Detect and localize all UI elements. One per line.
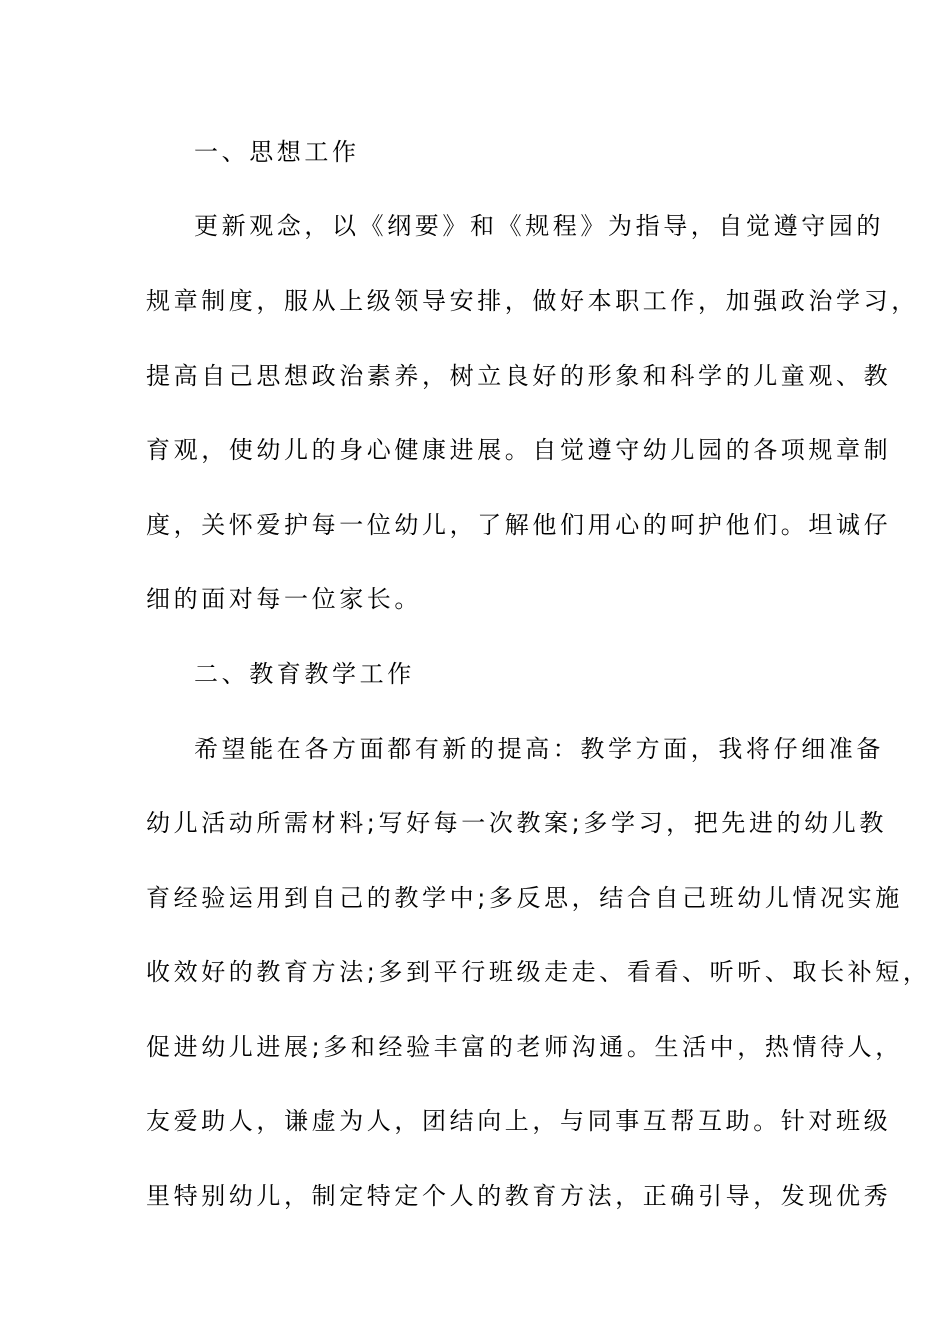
- section-heading-1: 一、思想工作: [194, 138, 360, 166]
- paragraph-line: 友爱助人，谦虚为人，团结向上，与同事互帮互助。针对班级: [146, 1107, 892, 1135]
- paragraph-line: 更新观念，以《纲要》和《规程》为指导，自觉遵守园的: [194, 212, 884, 240]
- paragraph-line: 育观，使幼儿的身心健康进展。自觉遵守幼儿园的各项规章制: [146, 436, 892, 464]
- paragraph-line: 幼儿活动所需材料;写好每一次教案;多学习，把先进的幼儿教: [146, 809, 887, 837]
- paragraph-line: 规章制度，服从上级领导安排，做好本职工作，加强政治学习，: [146, 287, 919, 315]
- paragraph-line: 促进幼儿进展;多和经验丰富的老师沟通。生活中，热情待人，: [146, 1033, 903, 1061]
- paragraph-line: 育经验运用到自己的教学中;多反思，结合自己班幼儿情况实施: [146, 884, 903, 912]
- paragraph-line: 细的面对每一位家长。: [146, 585, 422, 613]
- paragraph-line: 度，关怀爱护每一位幼儿，了解他们用心的呵护他们。坦诚仔: [146, 511, 892, 539]
- paragraph-line: 里特别幼儿，制定特定个人的教育方法，正确引导，发现优秀: [146, 1182, 892, 1210]
- paragraph-line: 希望能在各方面都有新的提高：教学方面，我将仔细准备: [194, 735, 884, 763]
- paragraph-line: 收效好的教育方法;多到平行班级走走、看看、听听、取长补短，: [146, 958, 931, 986]
- paragraph-line: 提高自己思想政治素养，树立良好的形象和科学的儿童观、教: [146, 362, 892, 390]
- section-heading-2: 二、教育教学工作: [194, 660, 415, 688]
